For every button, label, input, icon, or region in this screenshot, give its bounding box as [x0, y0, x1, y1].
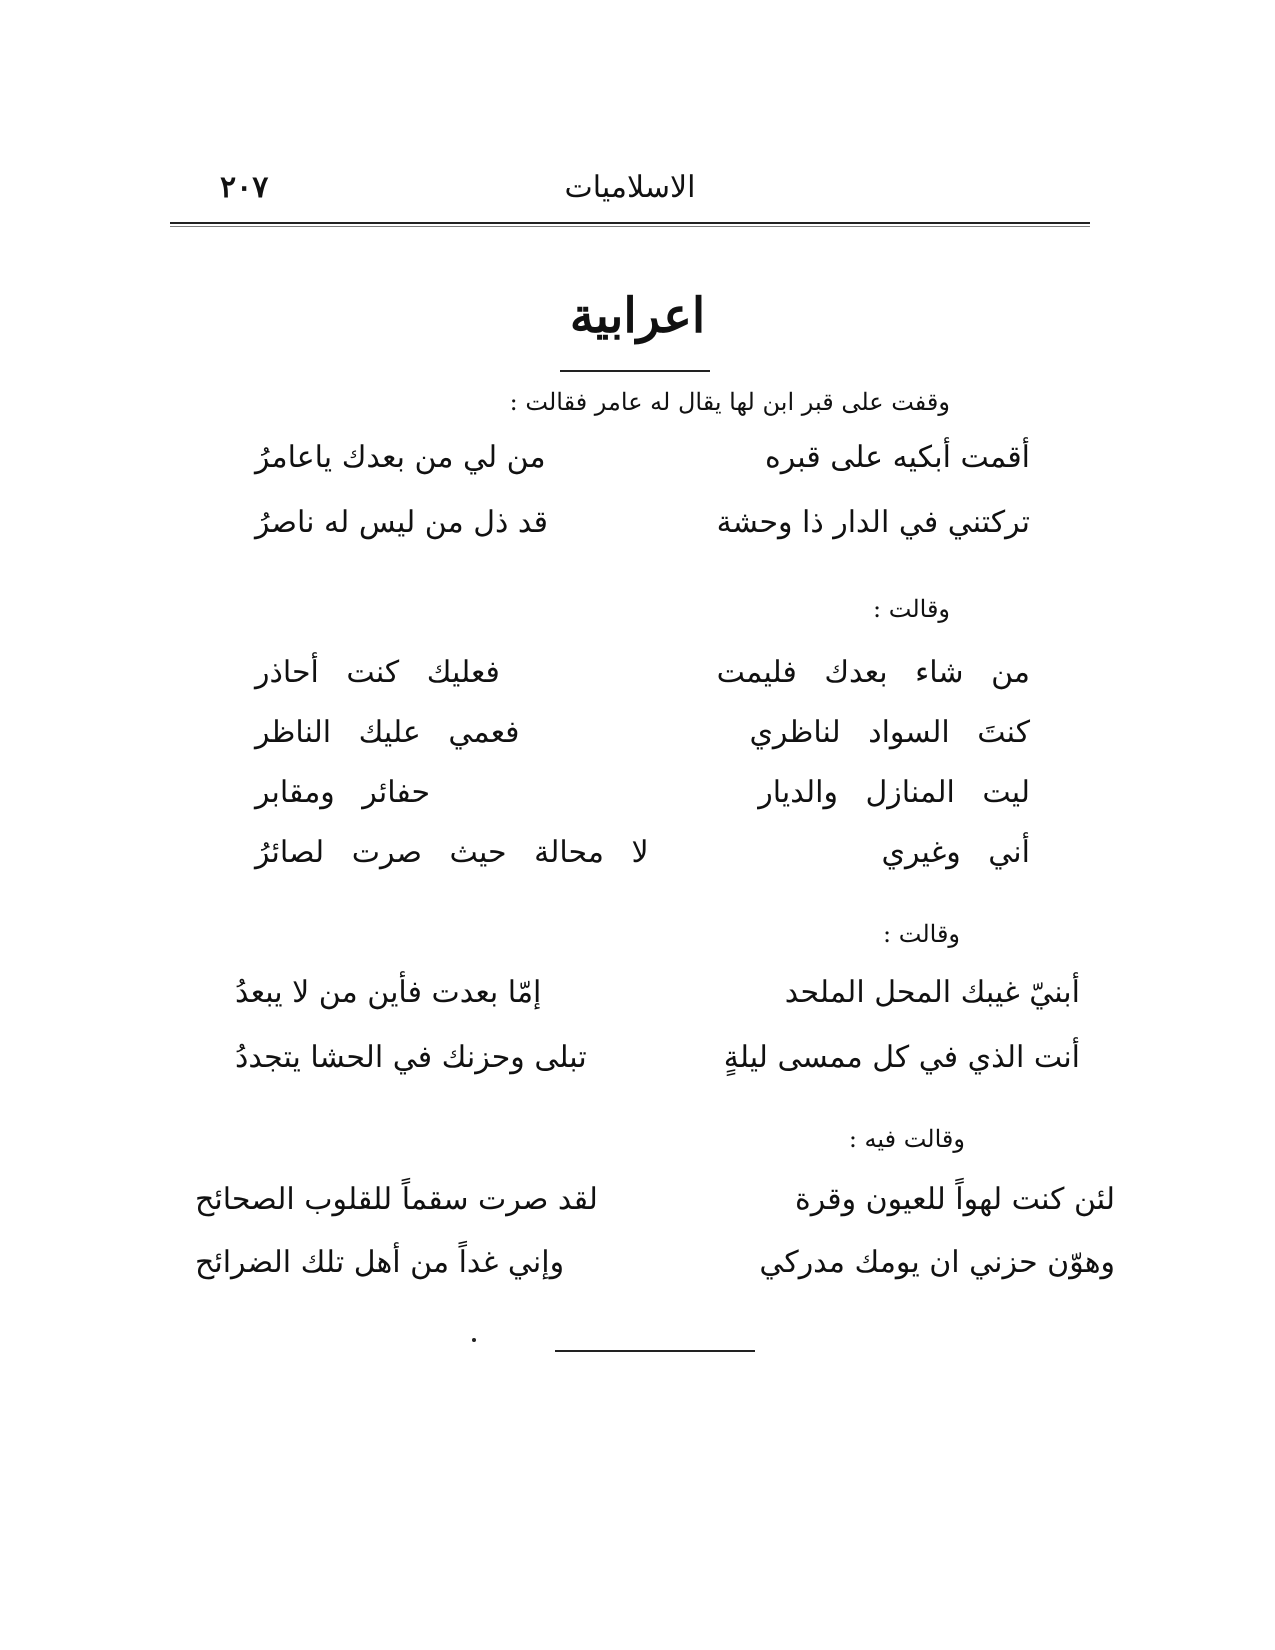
running-title: الاسلاميات: [564, 170, 696, 205]
section-title: اعرابية: [569, 288, 706, 344]
poem-caption: وقالت :: [873, 595, 950, 623]
verse: [195, 1245, 1115, 1293]
running-header: [170, 170, 1090, 210]
end-rule: [555, 1350, 755, 1352]
verse-second-hemistich: فعليك كنت أحاذر: [255, 655, 500, 690]
verse: [255, 505, 1030, 553]
verse: [255, 835, 1030, 883]
verse-first-hemistich: ليت المنازل والديار: [758, 775, 1030, 810]
verse-second-hemistich: حفائر ومقابر: [255, 775, 431, 810]
verse-first-hemistich: كنتَ السواد لناظري: [749, 715, 1030, 750]
verse: [255, 715, 1030, 763]
verse: [255, 440, 1030, 488]
verse-second-hemistich: من لي من بعدك ياعامرُ: [255, 440, 546, 475]
verse-first-hemistich: من شاء بعدك فليمت: [716, 655, 1030, 690]
verse: [255, 655, 1030, 703]
verse-second-hemistich: لقد صرت سقماً للقلوب الصحائح: [195, 1182, 598, 1217]
verse-first-hemistich: أني وغيري: [881, 835, 1030, 870]
poem-caption: وقالت :: [883, 920, 960, 948]
verse-first-hemistich: أنت الذي في كل ممسى ليلةٍ: [723, 1040, 1080, 1075]
verse: [195, 1182, 1115, 1230]
verse-first-hemistich: أقمت أبكيه على قبره: [765, 440, 1030, 475]
verse-second-hemistich: وإني غداً من أهل تلك الضرائح: [195, 1245, 565, 1280]
title-rule: [560, 370, 710, 372]
verse-second-hemistich: لا محالة حيث صرت لصائرُ: [255, 835, 649, 870]
verse-second-hemistich: إمّا بعدت فأين من لا يبعدُ: [235, 975, 542, 1010]
ink-dot: [472, 1338, 476, 1342]
verse-first-hemistich: تركتني في الدار ذا وحشة: [716, 505, 1030, 540]
verse-first-hemistich: لئن كنت لهواً للعيون وقرة: [795, 1182, 1115, 1217]
poem-caption: وقالت فيه :: [848, 1125, 965, 1153]
intro-text: وقفت على قبر ابن لها يقال له عامر فقالت :: [509, 388, 950, 416]
header-rule: [170, 222, 1090, 224]
header-rule-thin: [170, 226, 1090, 227]
verse-second-hemistich: فعمي عليك الناظر: [255, 715, 520, 750]
verse-first-hemistich: أبنيّ غيبك المحل الملحد: [784, 975, 1080, 1010]
verse: [235, 975, 1080, 1023]
verse-second-hemistich: تبلى وحزنك في الحشا يتجددُ: [235, 1040, 587, 1075]
page-number: ٢٠٧: [220, 170, 269, 205]
verse: [255, 775, 1030, 823]
verse-second-hemistich: قد ذل من ليس له ناصرُ: [255, 505, 549, 540]
verse-first-hemistich: وهوّن حزني ان يومك مدركي: [759, 1245, 1115, 1280]
verse: [235, 1040, 1080, 1088]
